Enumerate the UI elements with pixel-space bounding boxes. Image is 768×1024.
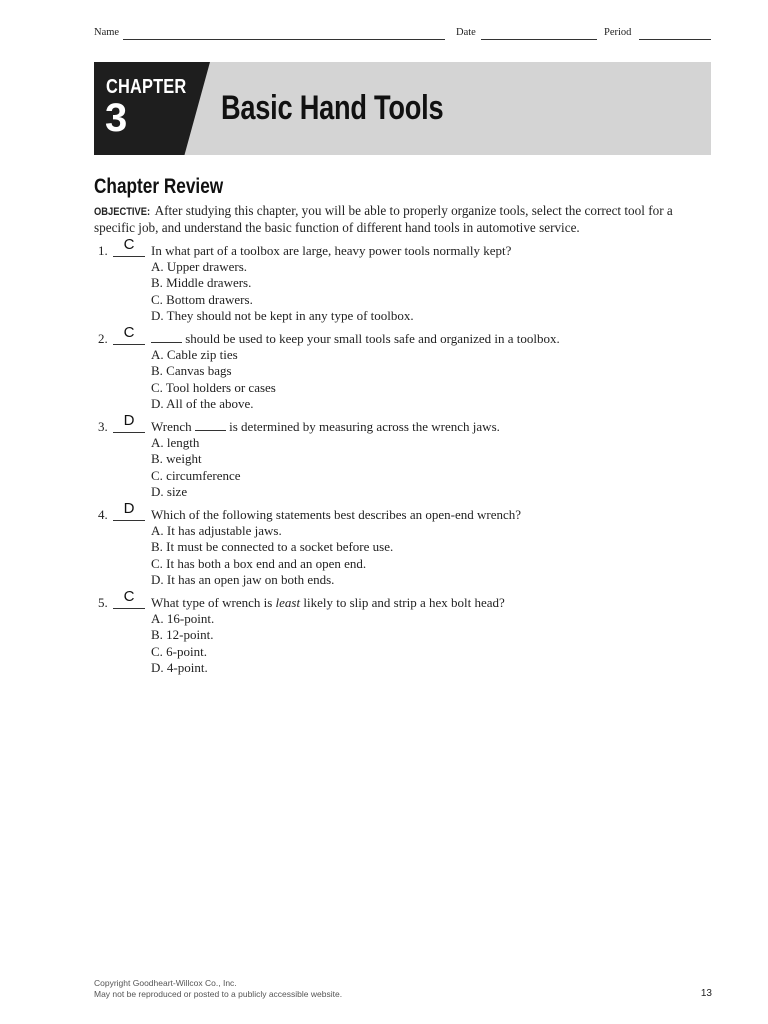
copyright-footer (94, 978, 342, 1000)
handwritten-answer: C (123, 588, 135, 606)
option-c: C. It has both a box end and an open end. (151, 555, 367, 571)
period-field[interactable] (639, 39, 711, 40)
question-number: 5. (98, 595, 108, 611)
objective-label: OBJECTIVE: (94, 206, 151, 218)
answer-blank[interactable] (113, 256, 145, 257)
chapter-label: CHAPTER (106, 76, 187, 98)
option-d: D. 4-point. (151, 659, 208, 675)
question-stem (94, 595, 714, 611)
chapter-number: 3 (105, 96, 128, 140)
question-stem (94, 331, 714, 347)
question-3 (94, 412, 714, 500)
chapter-title: Basic Hand Tools (221, 89, 444, 127)
copyright-line: Copyright Goodheart-Willcox Co., Inc. (94, 978, 237, 988)
page-number: 13 (700, 988, 712, 999)
section-title: Chapter Review (94, 175, 224, 198)
question-stem (94, 419, 714, 435)
question-list (94, 236, 714, 676)
handwritten-answer: D (123, 500, 135, 518)
question-1 (94, 236, 714, 324)
handwritten-answer: C (123, 236, 135, 253)
option-d: D. It has an open jaw on both ends. (151, 571, 335, 587)
name-field[interactable] (123, 39, 445, 40)
answer-blank[interactable] (113, 520, 145, 521)
question-stem: Which of the following statements best describes an open-end wrench? (151, 507, 522, 523)
option-b: B. Canvas bags (151, 363, 232, 379)
name-label: Name (94, 27, 120, 38)
option-c: C. 6-point. (151, 643, 207, 659)
option-d: D. size (151, 483, 188, 499)
answer-blank[interactable] (113, 344, 145, 345)
chapter-banner (94, 62, 711, 155)
option-a: A. Cable zip ties (151, 347, 238, 363)
reproduction-notice: May not be reproduced or posted to a publicly accessible website. (94, 989, 343, 999)
question-stem-end: likely to slip and strip a hex bolt head? (303, 595, 505, 611)
question-stem-start: Wrench (151, 419, 192, 435)
option-d: D. They should not be kept in any type of toolbox. (151, 307, 414, 323)
fill-in-blank (195, 420, 226, 431)
option-a: A. length (151, 435, 200, 451)
option-a: A. 16-point. (151, 611, 215, 627)
fill-in-blank (151, 332, 182, 343)
question-number: 4. (98, 507, 108, 523)
question-number: 1. (98, 243, 108, 258)
option-b: B. weight (151, 451, 202, 467)
objective-paragraph (94, 203, 716, 236)
date-label: Date (456, 27, 476, 38)
option-b: B. It must be connected to a socket before use. (151, 539, 394, 555)
date-field[interactable] (481, 39, 597, 40)
question-stem-start: What type of wrench is (151, 595, 273, 611)
objective-text: After studying this chapter, you will be able to properly organize tools, select the correct tool for a specific job, and understand the basic function of different hand tools in automotive service. (94, 203, 673, 235)
option-b: B. 12-point. (151, 627, 214, 643)
handwritten-answer: D (123, 412, 135, 430)
question-2 (94, 324, 714, 412)
option-c: C. Bottom drawers. (151, 291, 253, 307)
option-c: C. circumference (151, 467, 241, 483)
question-stem-emphasis: least (275, 595, 301, 611)
option-b: B. Middle drawers. (151, 275, 252, 291)
answer-blank[interactable] (113, 432, 145, 433)
question-stem-text: should be used to keep your small tools safe and organized in a toolbox. (185, 331, 560, 347)
question-number: 3. (98, 419, 108, 435)
answer-blank[interactable] (113, 608, 145, 609)
question-4 (94, 500, 714, 588)
question-5 (94, 588, 714, 676)
handwritten-answer: C (123, 324, 135, 342)
question-stem: In what part of a toolbox are large, heavy power tools normally kept? (151, 243, 512, 258)
period-label: Period (604, 27, 632, 38)
option-c: C. Tool holders or cases (151, 379, 276, 395)
question-stem-end: is determined by measuring across the wrench jaws. (229, 419, 500, 435)
worksheet-header (94, 27, 711, 43)
option-d: D. All of the above. (151, 395, 254, 411)
option-a: A. It has adjustable jaws. (151, 523, 282, 539)
option-a: A. Upper drawers. (151, 259, 248, 275)
question-number: 2. (98, 331, 108, 347)
